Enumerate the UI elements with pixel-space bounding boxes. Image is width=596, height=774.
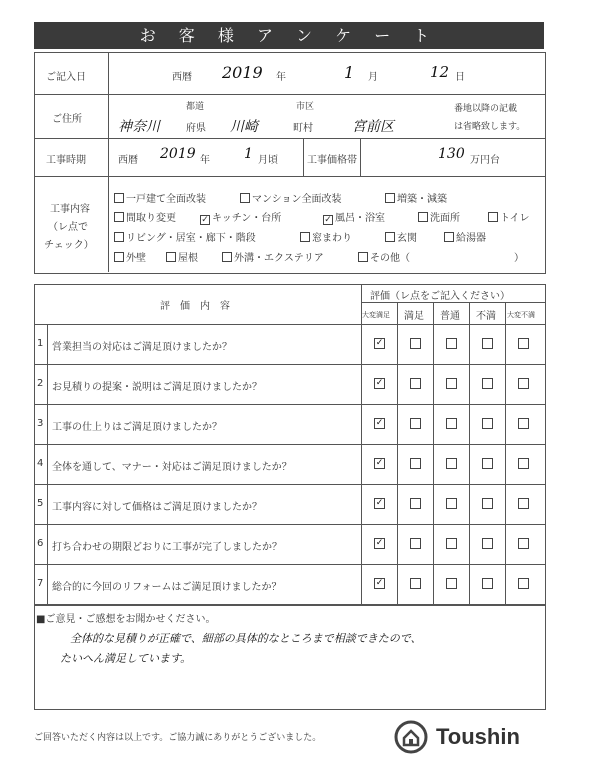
rating-header-divider	[361, 302, 545, 303]
checkbox[interactable]	[114, 212, 124, 222]
rating-neutral[interactable]	[446, 418, 457, 429]
rating-very-dissatisfied[interactable]	[518, 418, 529, 429]
checkbox[interactable]	[358, 252, 368, 262]
option-toilet[interactable]: トイレ	[488, 209, 530, 224]
question-text: 営業担当の対応はご満足頂けましたか？	[52, 342, 232, 353]
rating-neutral[interactable]	[446, 538, 457, 549]
question-number: 4	[37, 458, 44, 469]
rating-very-dissatisfied[interactable]	[518, 538, 529, 549]
rating-dissatisfied[interactable]	[482, 418, 493, 429]
row-divider	[34, 444, 545, 445]
checkbox[interactable]: ✓	[324, 215, 332, 225]
rating-satisfied[interactable]	[410, 578, 421, 589]
price-divider-right	[360, 138, 361, 176]
address-prefecture-value: 神奈川	[118, 119, 160, 135]
period-era: 西暦	[118, 155, 138, 166]
date-day-unit: 日	[455, 72, 465, 83]
address-town-label: 町村	[293, 123, 313, 134]
address-ward-value: 宮前区	[352, 119, 394, 135]
row-divider	[34, 94, 545, 95]
address-label: ご住所	[52, 114, 82, 125]
row-divider	[34, 138, 545, 139]
rating-satisfied[interactable]	[410, 498, 421, 509]
scale-divider	[469, 302, 470, 604]
rating-very-dissatisfied[interactable]	[518, 458, 529, 469]
price-unit: 万円台	[470, 155, 500, 166]
rating-very-dissatisfied[interactable]	[518, 498, 529, 509]
option-other-close: ）	[514, 253, 524, 264]
option-washroom[interactable]: 洗面所	[418, 209, 460, 224]
option-other[interactable]: その他（	[358, 249, 410, 264]
scale-very-satisfied: 大変満足	[362, 311, 390, 319]
checkbox[interactable]	[488, 212, 498, 222]
checkbox[interactable]	[300, 232, 310, 242]
scale-divider	[505, 302, 506, 604]
question-number: 3	[37, 418, 44, 429]
checkbox[interactable]: ✓	[201, 215, 209, 225]
rating-very-satisfied[interactable]: ✓	[375, 578, 384, 588]
row-divider	[34, 524, 545, 525]
option-water-heater[interactable]: 給湯器	[444, 229, 486, 244]
rating-satisfied[interactable]	[410, 378, 421, 389]
scale-divider	[433, 302, 434, 604]
option-living-room[interactable]: リビング・居室・廊下・階段	[114, 229, 256, 244]
period-year-unit: 年	[200, 155, 210, 166]
rating-satisfied[interactable]	[410, 418, 421, 429]
date-day-value: 12	[430, 63, 450, 81]
rating-neutral[interactable]	[446, 498, 457, 509]
period-label: 工事時期	[46, 155, 86, 166]
address-city-value: 川崎	[230, 119, 258, 135]
scale-divider	[397, 302, 398, 604]
content-label-3: チェック）	[44, 240, 94, 251]
option-extension[interactable]: 増築・減築	[385, 190, 447, 205]
comments-header: ■ご意見・ご感想をお聞かせください。	[36, 614, 216, 625]
question-number: 1	[37, 338, 44, 349]
house-circle-icon	[394, 720, 428, 754]
checkbox[interactable]	[418, 212, 428, 222]
rating-dissatisfied[interactable]	[482, 578, 493, 589]
number-column-divider	[47, 324, 48, 604]
rating-neutral[interactable]	[446, 458, 457, 469]
address-prefecture-units: 府県	[186, 123, 206, 134]
question-text: お見積りの提案・説明はご満足頂けましたか？	[52, 382, 262, 393]
question-text: 工事の仕上りはご満足頂けましたか？	[52, 422, 222, 433]
question-text: 総合的に今回のリフォームはご満足頂けましたか？	[52, 582, 282, 593]
info-divider	[108, 52, 109, 272]
checkbox[interactable]	[222, 252, 232, 262]
question-number: 5	[37, 498, 44, 509]
address-note-2: は省略致します。	[454, 122, 526, 132]
period-month-value: 1	[244, 146, 253, 162]
rating-very-satisfied[interactable]: ✓	[375, 338, 384, 348]
checkbox[interactable]	[444, 232, 454, 242]
option-full-house-renovation[interactable]: 一戸建て全面改装	[114, 190, 206, 205]
price-value: 130	[438, 146, 465, 162]
date-month-unit: 月	[368, 72, 378, 83]
rating-header: 評価（レ点をご記入ください）	[370, 291, 510, 302]
comment-line-2: たいへん満足しています。	[60, 652, 192, 665]
date-year-unit: 年	[276, 72, 286, 83]
row-divider	[34, 484, 545, 485]
question-number: 6	[37, 538, 44, 549]
row-divider	[34, 176, 545, 177]
price-divider-left	[303, 138, 304, 176]
address-top-label-1: 都道	[186, 102, 205, 112]
checkbox[interactable]	[240, 193, 250, 203]
rating-dissatisfied[interactable]	[482, 378, 493, 389]
rating-neutral[interactable]	[446, 338, 457, 349]
scale-very-dissatisfied: 大変不満	[507, 311, 535, 319]
rating-dissatisfied[interactable]	[482, 458, 493, 469]
checkbox[interactable]	[114, 252, 124, 262]
checkbox[interactable]	[385, 232, 395, 242]
option-exterior-wall[interactable]: 外壁	[114, 249, 146, 264]
rating-satisfied[interactable]	[410, 538, 421, 549]
rating-very-satisfied[interactable]: ✓	[375, 498, 384, 508]
option-roof[interactable]: 屋根	[166, 249, 198, 264]
rating-satisfied[interactable]	[410, 458, 421, 469]
row-divider	[34, 364, 545, 365]
scale-satisfied: 満足	[404, 311, 424, 322]
content-label-1: 工事内容	[50, 204, 90, 215]
rating-dissatisfied[interactable]	[482, 538, 493, 549]
date-era: 西暦	[172, 72, 192, 83]
option-layout-change[interactable]: 間取り変更	[114, 209, 176, 224]
price-label: 工事価格帯	[307, 155, 357, 166]
checkbox[interactable]	[114, 193, 124, 203]
question-number: 2	[37, 378, 44, 389]
question-text: 全体を通して、マナー・対応はご満足頂けましたか？	[52, 462, 292, 473]
comment-line-1: 全体的な見積りが正確で、細部の具体的なところまで相談できたので、	[70, 632, 422, 645]
rating-very-satisfied[interactable]: ✓	[375, 418, 384, 428]
address-note-1: 番地以降の記載	[454, 104, 518, 114]
rating-very-dissatisfied[interactable]	[518, 578, 529, 589]
question-number: 7	[37, 578, 44, 589]
option-entrance[interactable]: 玄関	[385, 229, 417, 244]
date-month-value: 1	[344, 63, 355, 82]
row-divider	[34, 404, 545, 405]
footer-note: ご回答いただく内容は以上です。ご協力誠にありがとうございました。	[34, 733, 322, 743]
date-year-value: 2019	[222, 63, 263, 82]
rating-very-dissatisfied[interactable]	[518, 338, 529, 349]
rating-dissatisfied[interactable]	[482, 498, 493, 509]
evaluation-header: 評 価 内 容	[160, 301, 230, 312]
scale-neutral: 普通	[440, 311, 460, 322]
rating-very-satisfied[interactable]: ✓	[375, 378, 384, 388]
question-text: 打ち合わせの期限どおりに工事が完了しましたか？	[52, 542, 282, 553]
question-text: 工事内容に対して価格はご満足頂けましたか？	[52, 502, 262, 513]
rating-very-satisfied[interactable]: ✓	[375, 458, 384, 468]
row-divider	[34, 564, 545, 565]
option-mansion-renovation[interactable]: マンション全面改装	[240, 190, 342, 205]
scale-dissatisfied: 不満	[476, 311, 496, 322]
form-title: お 客 様 ア ン ケ ー ト	[34, 22, 544, 49]
option-exterior-landscape[interactable]: 外溝・エクステリア	[222, 249, 324, 264]
period-month-unit: 月頃	[258, 155, 278, 166]
rating-very-satisfied[interactable]: ✓	[375, 538, 384, 548]
company-logo-text: Toushin	[436, 724, 520, 749]
rating-neutral[interactable]	[446, 578, 457, 589]
date-label: ご記入日	[46, 72, 86, 83]
checkbox[interactable]	[385, 193, 395, 203]
option-windows[interactable]: 窓まわり	[300, 229, 352, 244]
rating-very-dissatisfied[interactable]	[518, 378, 529, 389]
rating-neutral[interactable]	[446, 378, 457, 389]
checkbox[interactable]	[114, 232, 124, 242]
period-year-value: 2019	[160, 146, 196, 162]
checkbox[interactable]	[166, 252, 176, 262]
option-kitchen[interactable]: ✓ キッチン・台所	[201, 213, 282, 225]
content-label-2: （レ点で	[48, 222, 88, 233]
rating-satisfied[interactable]	[410, 338, 421, 349]
rating-dissatisfied[interactable]	[482, 338, 493, 349]
option-bath[interactable]: ✓ 風呂・浴室	[324, 213, 385, 225]
address-top-label-2: 市区	[296, 102, 315, 112]
